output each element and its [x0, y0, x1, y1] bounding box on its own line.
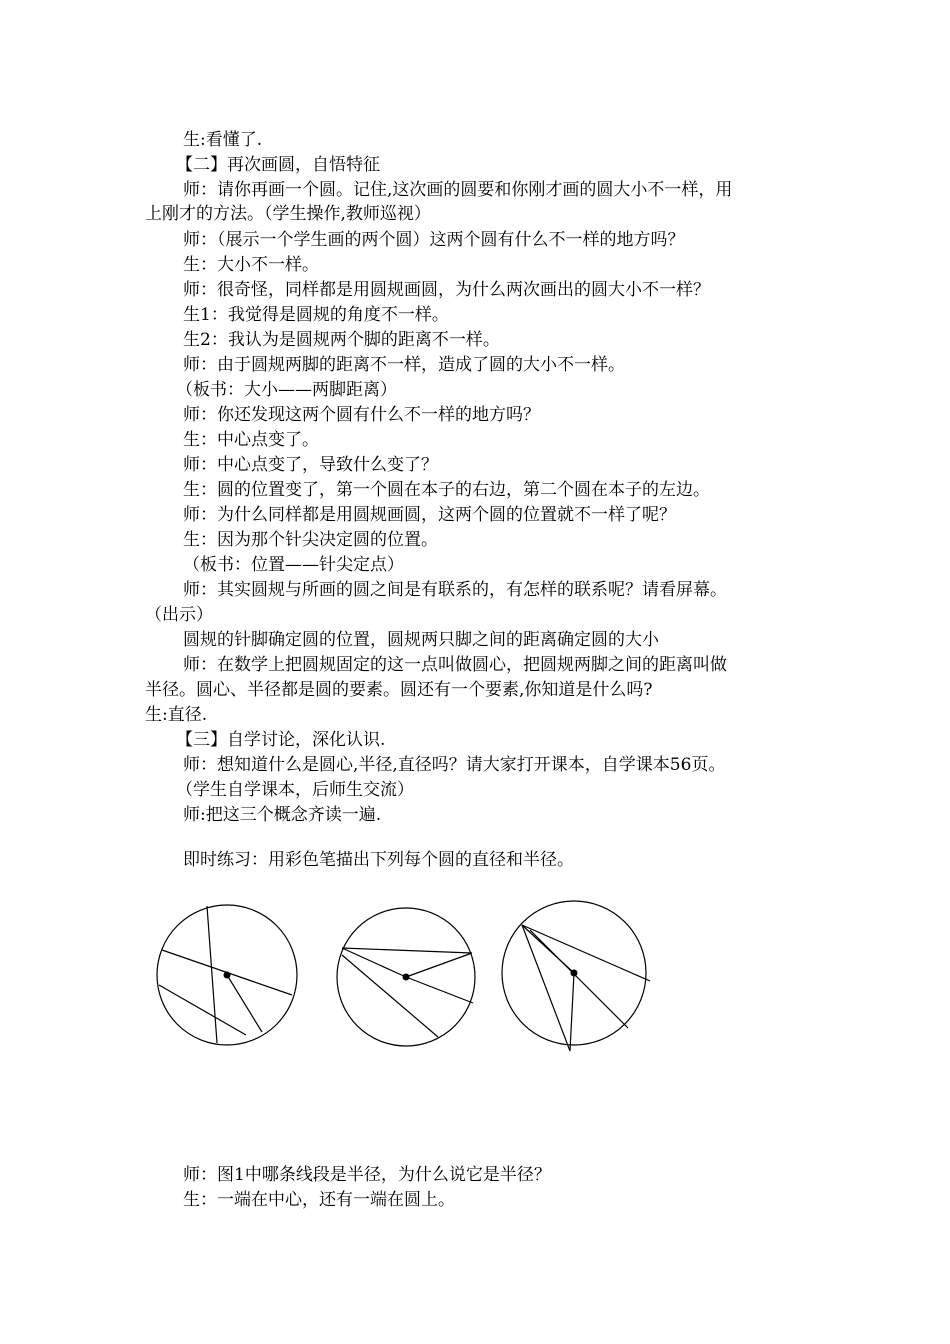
center-dot [224, 972, 231, 979]
text-line: 生：圆的位置变了，第一个圆在本子的右边，第二个圆在本子的左边。 [183, 480, 710, 500]
text-line: 生2：我认为是圆规两个脚的距离不一样。 [183, 330, 500, 350]
chord-line [342, 948, 472, 953]
chord-line [207, 906, 217, 1043]
text-line: 师:把这三个概念齐读一遍. [183, 805, 382, 825]
text-line: 生1：我觉得是圆规的角度不一样。 [183, 305, 449, 325]
text-line: 师：想知道什么是圆心,半径,直径吗？请大家打开课本，自学课本56页。 [183, 755, 726, 775]
circle-diagram [150, 895, 670, 1065]
text-line: 师：很奇怪，同样都是用圆规画圆，为什么两次画出的圆大小不一样？ [183, 280, 710, 300]
center-dot [403, 974, 410, 981]
chord-line [522, 925, 570, 1051]
chord-line [522, 925, 650, 981]
chord-line [159, 985, 246, 1035]
text-line: 生：因为那个针尖决定圆的位置。 [183, 530, 438, 550]
text-line: 师：（展示一个学生画的两个圆）这两个圆有什么不一样的地方吗？ [183, 230, 685, 250]
text-line: 师：你还发现这两个圆有什么不一样的地方吗？ [183, 405, 540, 425]
board-note: （板书：大小——两脚距离） [176, 380, 397, 400]
text-line: （出示） [145, 605, 213, 625]
radius-line [406, 977, 473, 1003]
radius-line [406, 953, 472, 977]
text-line: 师：其实圆规与所画的圆之间是有联系的，有怎样的联系呢？请看屏幕。 [183, 580, 727, 600]
radius-line [227, 975, 262, 1032]
text-line: （学生自学课本，后师生交流） [176, 780, 414, 800]
text-line: 生：一端在中心，还有一端在圆上。 [183, 1190, 455, 1210]
radius-line [570, 973, 574, 1051]
text-line: 生:看懂了. [183, 130, 263, 150]
text-line: 师：由于圆规两脚的距离不一样，造成了圆的大小不一样。 [183, 355, 625, 375]
text-line: 生：大小不一样。 [183, 255, 319, 275]
section-heading: 【二】再次画圆，自悟特征 [176, 155, 380, 175]
section-heading: 【三】自学讨论，深化认识. [176, 730, 386, 750]
text-line: 师：图1中哪条线段是半径，为什么说它是半径？ [183, 1165, 551, 1185]
circle-figure-3 [502, 901, 650, 1051]
text-line: 师：中心点变了，导致什么变了？ [183, 455, 438, 475]
text-line: 师：为什么同样都是用圆规画圆，这两个圆的位置就不一样了呢？ [183, 505, 676, 525]
board-note: （板书：位置——针尖定点） [183, 555, 404, 575]
text-line: 师：请你再画一个圆。记住,这次画的圆要和你刚才画的圆大小不一样，用 [183, 180, 733, 200]
text-line: 半径。圆心、半径都是圆的要素。圆还有一个要素,你知道是什么吗? [145, 680, 653, 700]
exercise-instruction: 即时练习：用彩色笔描出下列每个圆的直径和半径。 [183, 850, 574, 870]
text-line: 生:直径. [145, 705, 208, 725]
center-dot [571, 970, 578, 977]
text-line: 师：在数学上把圆规固定的这一点叫做圆心，把圆规两脚之间的距离叫做 [183, 655, 727, 675]
radius-line [522, 925, 574, 973]
circle-figures [150, 895, 670, 1065]
text-line: 上刚才的方法。（学生操作,教师巡视） [145, 204, 431, 224]
text-line: 圆规的针脚确定圆的位置，圆规两只脚之间的距离确定圆的大小 [183, 630, 659, 650]
chord-line [530, 930, 628, 1028]
text-line: 生：中心点变了。 [183, 430, 319, 450]
